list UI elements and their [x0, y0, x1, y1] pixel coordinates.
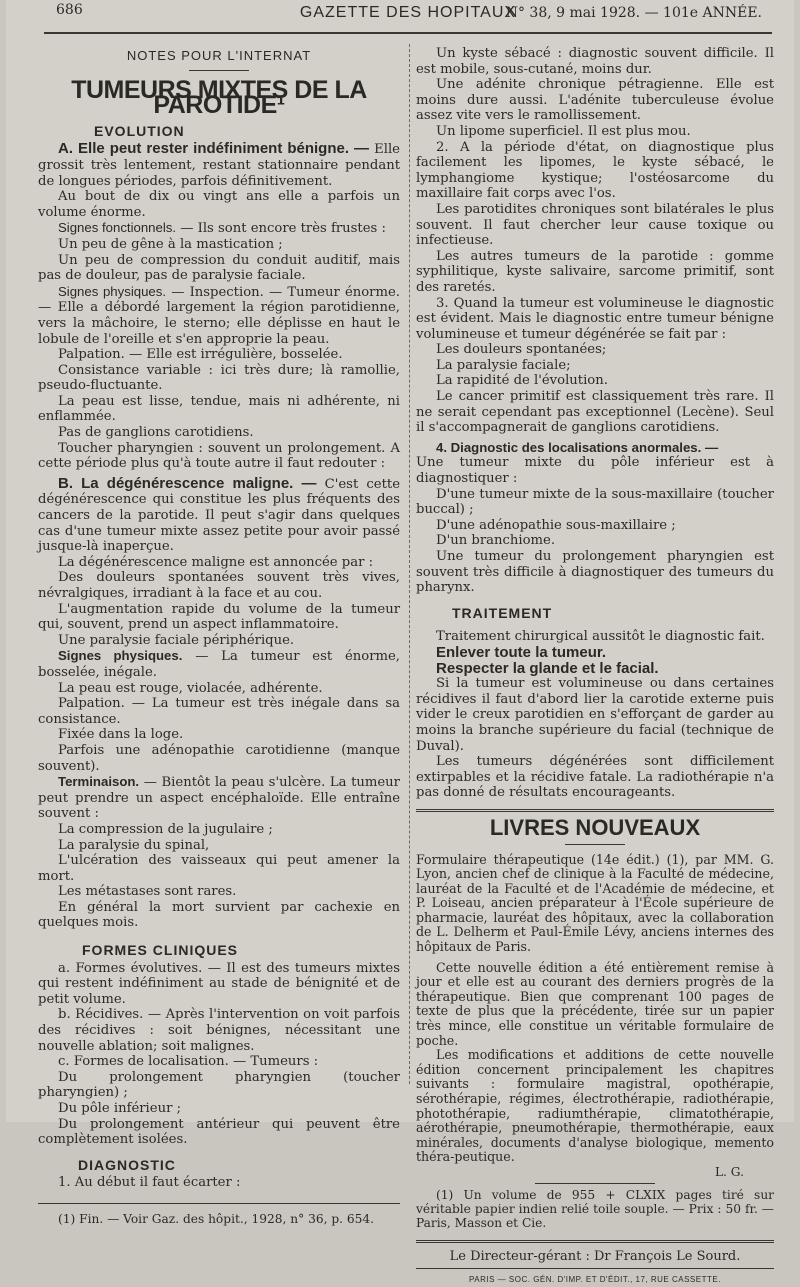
paragraph: Une adénite chronique pétragienne. Elle est moins dure aussi. L'adénite tuberculeuse évolue assez vite vers le ramollissement.: [416, 77, 774, 124]
paragraph: Du pôle inférieur ;: [58, 1101, 182, 1116]
heading-traitement: TRAITEMENT: [452, 604, 553, 621]
paragraph: Les autres tumeurs de la parotide : gomme syphilitique, kyste salivaire, sarcome primitif, sont des raretés.: [416, 248, 774, 295]
paragraph: Le cancer primitif est classiquement très rare. Il ne serait cependant pas exceptionnel (Lecène). Seul il s'accompagnerait de ganglions carotidiens.: [416, 389, 774, 436]
paragraph: Une paralysie faciale périphérique.: [58, 632, 295, 648]
paragraph: Une tumeur du prolongement pharyngien est souvent très difficile à diagnostiquer des tumeurs du pharynx.: [416, 549, 774, 596]
paragraph: 2. A la période d'état, on diagnostique plus facilement les lipomes, le kyste sébacé, le lymphangiome kystique; l'ostéosarcome du maxillaire fait corps avec l'os.: [416, 139, 774, 202]
paragraph: La compression de la jugulaire ;: [58, 821, 273, 837]
paragraph: a. Formes évolutives. — Il est des tumeurs mixtes qui restent indéfiniment au stade de bénignité et de petit volume.: [38, 960, 400, 1007]
paragraph: Un peu de compression du conduit auditif, mais pas de douleur, pas de paralysie faciale.: [38, 252, 400, 284]
paragraph: b. Récidives. — Après l'intervention on voit parfois des récidives : soit bénignes, nécessitant une nouvelle ablation; soit malignes.: [38, 1007, 400, 1054]
paragraph: D'une tumeur mixte de la sous-maxillaire (toucher buccal) ;: [416, 486, 774, 518]
text: — Inspection. — Tumeur énorme. — Elle a débordé largement la région parotidienne, vers la mâchoire, le sterno; elle déplisse en haut le lobule de l'oreille et s'en approprie la peau.: [38, 284, 400, 347]
paragraph: La dégénérescence maligne est annoncée par :: [58, 554, 374, 570]
paragraph: Une tumeur mixte du pôle inférieur est à diagnostiquer :: [416, 455, 774, 487]
paragraph: Au bout de dix ou vingt ans elle a parfois un volume énorme.: [38, 189, 400, 220]
footer-rule: [416, 1240, 774, 1243]
paragraph-emphasis: Enlever toute la tumeur.: [436, 643, 607, 661]
paragraph: Consistance variable : ici très dure; là ramollie, pseudo-fluctuante.: [38, 362, 400, 394]
evolution-a-text: Elle grossit très lentement, restant stationnaire pendant de longues périodes, parfois définitivement.: [38, 142, 400, 189]
paragraph: Les tumeurs dégénérées sont difficilement extirpables et la récidive fatale. La radiothérapie n'a pas donné de résultats encourageants.: [416, 754, 774, 801]
running-header: [44, 2, 772, 34]
divider: [565, 844, 625, 845]
paragraph: La paralysie faciale;: [436, 357, 571, 373]
section-label: NOTES POUR L'INTERNAT: [126, 48, 312, 63]
paragraph: En général la mort survient par cachexie en quelques mois.: [38, 899, 400, 931]
journal-title: GAZETTE DES HOPITAUX: [299, 4, 517, 21]
heading-formes-cliniques: FORMES CLINIQUES: [82, 942, 239, 959]
paragraph: Palpation. — Elle est irrégulière, bosselée.: [58, 347, 343, 363]
evolution-a-lead: A. Elle peut rester indéfiniment bénigne. —: [58, 140, 370, 158]
signature: L. G.: [714, 1164, 744, 1179]
paragraph: L'augmentation rapide du volume de la tumeur qui, souvent, prend un aspect inflammatoire.: [38, 601, 400, 633]
article-title: TUMEURS MIXTES DE LA PAROTIDE¹: [71, 75, 367, 120]
paragraph: Fixée dans la loge.: [58, 727, 184, 743]
right-column: [416, 46, 774, 1287]
paragraph: c. Formes de localisation. — Tumeurs :: [58, 1054, 319, 1070]
paragraph: Traitement chirurgical aussitôt le diagnostic fait.: [436, 629, 765, 645]
issue-date: N° 38, 9 mai 1928. — 101e ANNÉE.: [505, 5, 762, 21]
paragraph: L'ulcération des vaisseaux qui peut amener la mort.: [38, 853, 400, 884]
label-signes-physiques: Signes physiques.: [58, 283, 167, 299]
label-signes-physiques-2: Signes physiques.: [58, 648, 183, 664]
paragraph: 3. Quand la tumeur est volumineuse le diagnostic est évident. Mais le diagnostic entre tumeur bénigne volumineuse et tumeur dégénérée se fait par :: [416, 295, 774, 342]
divider: [535, 1183, 655, 1184]
directeur-gerant: Le Directeur-gérant : Dr François Le Sourd.: [449, 1248, 741, 1264]
paragraph: La peau est rouge, violacée, adhérente.: [58, 680, 323, 696]
printer-line: PARIS — SOC. GÉN. D'IMP. ET D'ÉDIT., 17, RUE CASSETTE.: [469, 1274, 721, 1284]
section-rule: [416, 809, 774, 812]
paragraph-emphasis: Respecter la glande et le facial.: [436, 659, 659, 677]
divider: [416, 1268, 774, 1269]
column-divider: [409, 44, 410, 1084]
page: [6, 0, 794, 1284]
heading-diagnostic: DIAGNOSTIC: [78, 1156, 176, 1173]
paragraph: Des douleurs spontanées souvent très vives, névralgiques, irradiant à la face et au cou.: [38, 570, 400, 601]
paragraph: Cette nouvelle édition a été entièrement remise à jour et elle est au courant des derniers progrès de la thérapeutique. Bien que comprenant 100 pages de texte de plus que la précédente, tirée sur un papier très mince, elle constitue un véritable formulaire de poche.: [416, 959, 774, 1048]
evolution-b-text: C'est cette dégénérescence qui constitue les plus fréquents des cancers de la parotide. Il peut s'agir dans quelques cas d'une tumeur mixte assez petite pour avoir passé jusque-là inaperçue.: [38, 476, 400, 555]
footnote-rule: [38, 1203, 400, 1204]
left-column: [38, 46, 400, 1226]
heading-livres-nouveaux: LIVRES NOUVEAUX: [489, 814, 701, 840]
paragraph: Un peu de gêne à la mastication ;: [58, 236, 283, 252]
paragraph: 1. Au début il faut écarter :: [58, 1175, 241, 1191]
label-signes-fonctionnels: Signes fonctionnels.: [58, 220, 177, 236]
page-number: 686: [56, 2, 83, 18]
divider: [189, 70, 249, 71]
paragraph: Du prolongement antérieur qui peuvent être complètement isolées.: [38, 1116, 400, 1148]
paragraph: Un kyste sébacé : diagnostic souvent difficile. Il est mobile, sous-cutané, moins dur.: [416, 46, 774, 77]
paragraph: Palpation. — La tumeur est très inégale dans sa consistance.: [38, 696, 400, 727]
paragraph: Pas de ganglions carotidiens.: [58, 425, 254, 441]
paragraph: Parfois une adénopathie carotidienne (manque souvent).: [38, 742, 400, 774]
book-entry: Formulaire thérapeutique (14e édit.) (1), par MM. G. Lyon, ancien chef de clinique à la Faculté de médecine, lauréat de la Faculté et de l'Académie de médecine, et P. Loiseau, ancien préparateur à l'École supérieure de pharmacie, lauréat des hôpitaux, avec la collaboration de L. Delherm et Paul-Émile Lévy, anciens internes des hôpitaux de Paris.: [416, 851, 774, 955]
paragraph: La rapidité de l'évolution.: [436, 373, 608, 389]
footnote: (1) Fin. — Voir Gaz. des hôpit., 1928, n° 36, p. 654.: [58, 1211, 375, 1226]
label-terminaison: Terminaison.: [58, 774, 140, 790]
book-note: (1) Un volume de 955 + CLXIX pages tiré sur véritable papier indien relié toile souple. — Prix : 50 fr. — Paris, Masson et Cie.: [416, 1187, 774, 1230]
evolution-b-lead: B. La dégénérescence maligne. —: [58, 474, 317, 492]
paragraph: Les parotidites chroniques sont bilatérales le plus souvent. Il faut chercher leur cause toxique ou infectieuse.: [416, 201, 774, 249]
paragraph: Les douleurs spontanées;: [436, 342, 607, 358]
paragraph: La paralysie du spinal,: [58, 837, 210, 853]
text: — Ils sont encore très frustes :: [180, 221, 386, 237]
heading-localisations: 4. Diagnostic des localisations anormales. —: [436, 439, 719, 455]
paragraph: Les métastases sont rares.: [58, 884, 237, 900]
paragraph: Les modifications et additions de cette nouvelle édition concernent principalement les chapitres suivants : formulaire magistral, opothérapie, sérothérapie, régimes, électrothérapie, radiothérapie, photothérapie, radiumthérapie, climatothérapie, aérothérapie, pneumothérapie, thermothérapie, eaux minérales, documents d'analyse biologique, memento théra-peutique.: [416, 1047, 774, 1165]
paragraph: Du prolongement pharyngien (toucher pharyngien) ;: [38, 1069, 400, 1101]
text: — Bientôt la peau s'ulcère. La tumeur peut prendre un aspect encéphaloïde. Elle entraîne souvent :: [38, 775, 400, 822]
heading-evolution: EVOLUTION: [94, 122, 185, 139]
text: — La tumeur est énorme, bosselée, inégale.: [38, 649, 400, 680]
paragraph: Toucher pharyngien : souvent un prolongement. A cette période plus qu'à toute autre il faut redouter :: [38, 440, 400, 472]
paragraph: D'une adénopathie sous-maxillaire ;: [436, 517, 676, 533]
paragraph: D'un branchiome.: [436, 533, 556, 549]
paragraph: Si la tumeur est volumineuse ou dans certaines récidives il faut d'abord lier la carotide externe puis vider le creux parotidien en s'efforçant de garder au moins la branche supérieure du facial (technique de Duval).: [416, 676, 774, 754]
paragraph: Un lipome superficiel. Il est plus mou.: [436, 123, 691, 139]
paragraph: La peau est lisse, tendue, mais ni adhérente, ni enflammée.: [38, 393, 400, 425]
